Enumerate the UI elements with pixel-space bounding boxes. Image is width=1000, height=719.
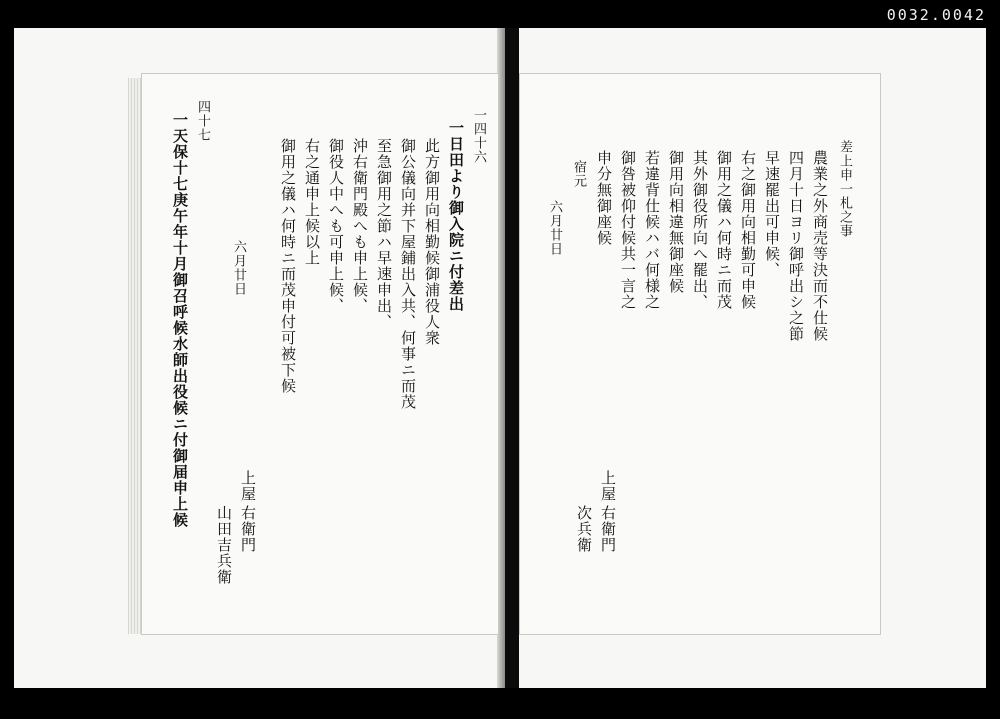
- left-line-2: 御公儀向并下屋鋪出入共、何事ニ而茂: [399, 138, 417, 410]
- right-line-8: 若違背仕候ハバ何様之: [643, 150, 661, 310]
- left-signer-2: 右衛門: [239, 505, 257, 553]
- left-number-47: 四十七: [195, 100, 210, 142]
- right-date-line: 六月廿日: [547, 200, 562, 256]
- right-line-7: 御用向相違無御座候: [667, 150, 685, 294]
- left-signer-3: 山田吉兵衛: [215, 505, 233, 585]
- left-line-1: 此方御用向相勤候御浦役人衆: [423, 138, 441, 346]
- right-heading: 差上申一札之事: [837, 140, 852, 238]
- left-line-6: 右之通申上候以上: [303, 138, 321, 266]
- right-signer-3: 次兵衛: [575, 505, 593, 553]
- frame-label: 0032.0042: [886, 6, 986, 24]
- left-date-46: 六月廿日: [231, 240, 246, 296]
- right-signer-2: 右衛門: [599, 505, 617, 553]
- right-line-2: 四月十日ヨリ御呼出シ之節: [787, 150, 805, 342]
- left-title-47: 一天保十七庚午年十月御召呼候水師出役候ニ付御届申上候: [171, 112, 189, 528]
- left-line-5: 御役人中へも可申上候、: [327, 138, 345, 314]
- right-line-4: 右之御用向相勤可申候: [739, 150, 757, 310]
- left-line-3: 至急御用之節ハ早速申出、: [375, 138, 393, 330]
- left-line-7: 御用之儀ハ何時ニ而茂申付可被下候: [279, 138, 297, 394]
- left-line-4: 沖右衛門殿へも申上候、: [351, 138, 369, 314]
- left-title-46: 一日田より御入院ニ付差出: [447, 120, 465, 312]
- right-note: 宿元: [571, 160, 586, 188]
- left-signer-1: 上屋: [239, 470, 257, 502]
- right-line-9: 御咎被仰付候共一言之: [619, 150, 637, 310]
- right-line-5: 御用之儀ハ何時ニ而茂: [715, 150, 733, 310]
- right-line-10: 申分無御座候: [595, 150, 613, 246]
- right-line-6: 其外御役所向へ罷出、: [691, 150, 709, 310]
- right-line-1: 農業之外商売等決而不仕候: [811, 150, 829, 342]
- right-line-3: 早速罷出可申候、: [763, 150, 781, 278]
- left-number-46: 一四十六: [471, 108, 486, 164]
- binding-gutter: [505, 28, 519, 688]
- right-signer-1: 上屋: [599, 470, 617, 502]
- binding-shadow: [497, 28, 505, 688]
